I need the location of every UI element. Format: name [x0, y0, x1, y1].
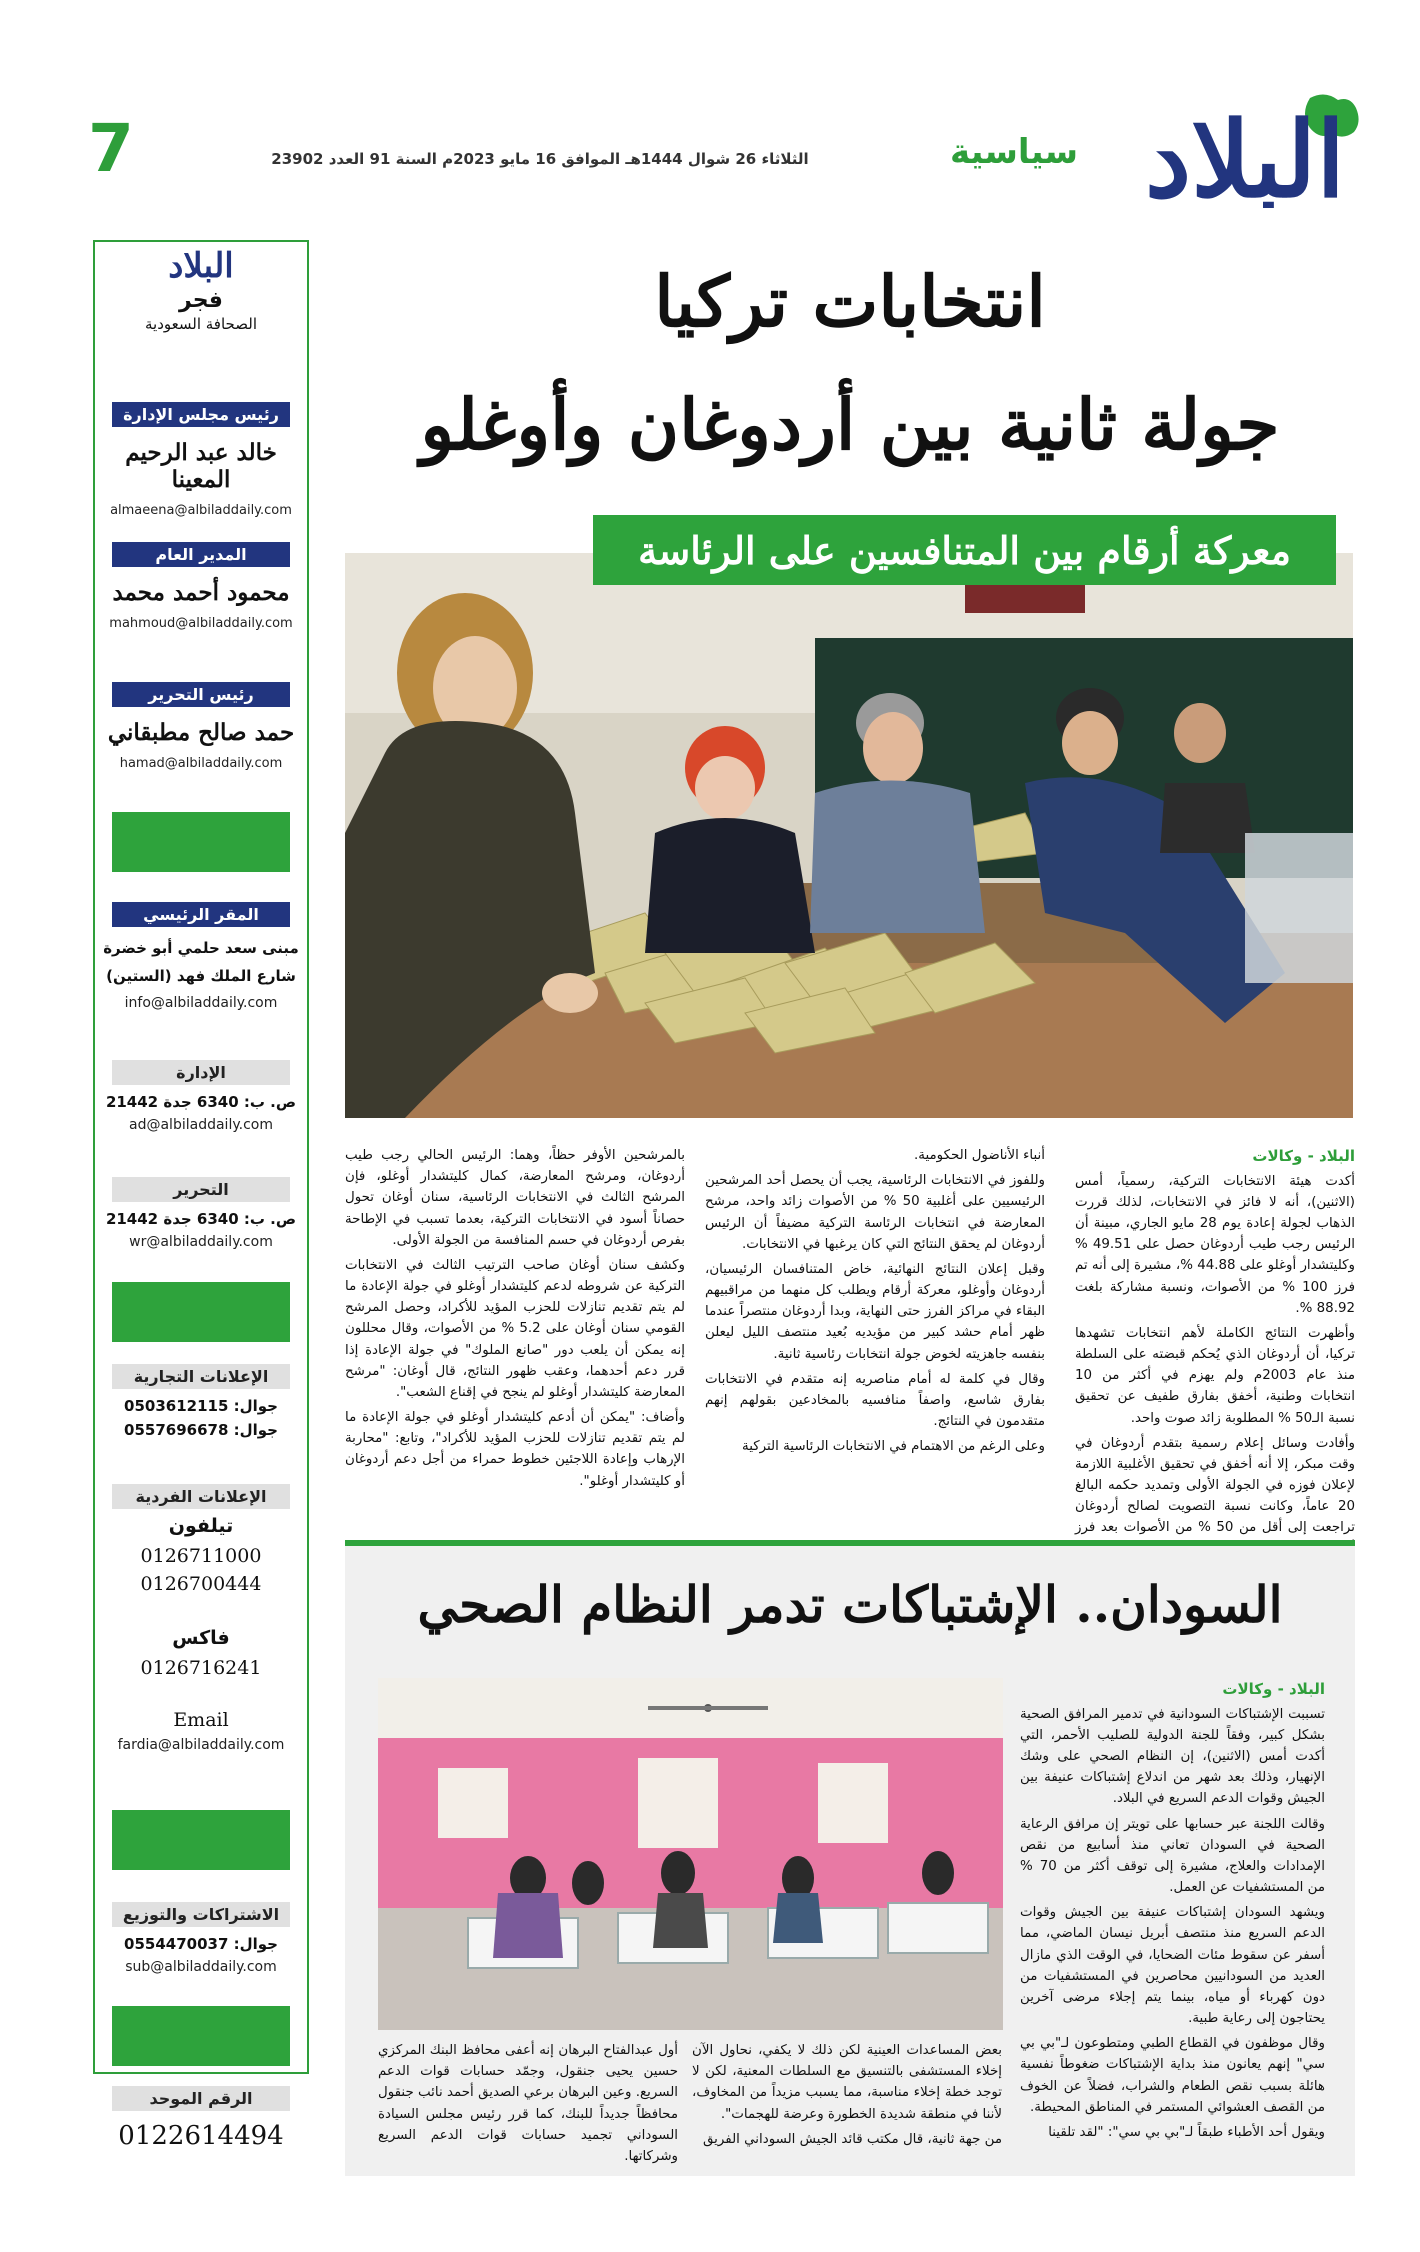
gm-title: المدير العام [112, 542, 290, 567]
green-ad-3 [95, 1810, 307, 1870]
election-count-photo [345, 553, 1353, 1118]
commercial-ads-block [95, 1364, 307, 1439]
editor-block [95, 682, 307, 771]
individual-title: الإعلانات الفردية [112, 1484, 290, 1509]
editor-title: رئيس التحرير [112, 682, 290, 707]
page-number: 7 [88, 110, 134, 187]
dateline: الثلاثاء 26 شوال 1444هـ الموافق 16 مايو 2023م السنة 91 العدد 23902 [271, 150, 809, 168]
editor-name: حمد صالح مطبقاني [107, 719, 295, 746]
hq-block [95, 902, 307, 1011]
editorial-block [95, 1177, 307, 1250]
sidebar-tagline-2: الصحافة السعودية [145, 315, 257, 333]
article2-column-2 [692, 2040, 1002, 2154]
article1-col2-p2: وللفوز في الانتخابات الرئاسية، يجب أن يحصل أحد المرشحين الرئيسيين على أغلبية 50 % من الأصوات زائد واحد، مرشح المعارضة في انتخابات الرئاسة التركية مضيفاً أن الرئيس أردوغان لم يحقق النتائج التي كان يرغبها في الانتخابات. [705, 1173, 1045, 1252]
gm-block [95, 542, 307, 631]
article2-col2-p2: من جهة ثانية، قال مكتب قائد الجيش السوداني الفريق [703, 2131, 1002, 2147]
chairman-email: almaeena@albiladdaily.com [110, 503, 292, 518]
article2-col2-p1: بعض المساعدات العينية لكن ذلك لا يكفي، نحاول الآن إخلاء المستشفى بالتنسيق مع السلطات المعنية، لكن لا توجد خطة إخلاء مناسبة، مما يسبب مزيداً من المخاوف، لأننا في منطقة شديدة الخطورة وعرضة للهجمات". [692, 2043, 1002, 2122]
sidebar [93, 240, 309, 2074]
article1-col2-p5: وعلى الرغم من الاهتمام في الانتخابات الرئاسية التركية [742, 1439, 1045, 1455]
article1-col1-p3: وأفادت وسائل إعلام رسمية بتقدم أردوغان في وقت مبكر، إلا أنه أخفق في تحقيق الأغلبية اللازمة لإعلان فوزه في الجولة الأولى وتمديد حكمه البالغ 20 عاماً، وكانت نسبة التصويت لصالح أردوغان تراجعت إلى أقل من 50 % من الأصوات بعد فرز [1075, 1435, 1355, 1536]
hq-email: info@albiladdaily.com [124, 995, 278, 1011]
fax-number: 0126716241 [140, 1657, 262, 1679]
green-ad-2 [95, 1282, 307, 1342]
fax-label: فاكس [172, 1627, 230, 1649]
unified-title: الرقم الموحد [112, 2086, 290, 2111]
article2-column-1 [1020, 1678, 1325, 2147]
article2-col1-p2: وقالت اللجنة عبر حسابها على تويتر إن مرافق الرعاية الصحية في السودان تعاني منذ أسابيع من نقص الإمدادات والعلاج، مشيرة إلى توقف أكثر من 70 % من المستشفيات عن العمل. [1020, 1816, 1325, 1896]
article2-col1-p3: ويشهد السودان إشتباكات عنيفة بين الجيش وقوات الدعم السريع منذ منتصف أبريل نيسان الماضي، مما أسفر عن سقوط مئات الضحايا، في الوقت الذي مازال العديد من السودانيين محاصرين في المستشفيات من دون كهرباء أو مياه، بينما يتم إجلاء مرضى آخرين يحتاجون إلى رعاية طبية. [1020, 1905, 1325, 2027]
individual-email: fardia@albiladdaily.com [117, 1737, 285, 1753]
editorial-email: wr@albiladdaily.com [129, 1234, 273, 1250]
article1-col2-p3: وقبل إعلان النتائج النهائية، خاض المتنافسان الرئيسيان، أردوغان وأوغلو، معركة أرقام ويطلب كل منهما من مراقبيهم البقاء في مراكز الفرز حتى النهاية، وبدا أردوغان منتصراً عندما ظهر أمام حشد كبير من مؤيديه بُعيد منتصف الليل ليعلن بنفسه جاهزيته لخوض جولة انتخابات رئاسية ثانية. [705, 1261, 1045, 1362]
subscriptions-phone: جوال: 0554470037 [124, 1935, 278, 1953]
email-label: Email [173, 1709, 229, 1731]
sidebar-brand [95, 246, 307, 333]
article1-col1-p2: وأظهرت النتائج الكاملة لأهم انتخابات تشهدها تركيا، أن أردوغان الذي يُحكم قبضته على السلطة منذ عام 2003م ولم يهزم في أكثر من 10 انتخابات وطنية، أخفق بفارق طفيف عن تحقيق نسبة الـ50 % المطلوبة زائد صوت واحد. [1075, 1325, 1355, 1426]
article2-col3-p1: أول عبدالفتاح البرهان إنه أعفى محافظ البنك المركزي حسين يحيى جنقول، وجمّد حسابات قوات الدعم السريع. وعين البرهان برعي الصديق أحمد نائب جنقول محافظاً جديداً للبنك، كما قرر رئيس مجلس السيادة السوداني تجميد حسابات قوات الدعم السريع وشركاتها. [378, 2043, 678, 2164]
hospital-ward-photo [378, 1678, 1003, 2030]
green-ad-1 [95, 812, 307, 872]
article1-col2-p1: أنباء الأناضول الحكومية. [914, 1148, 1045, 1163]
editorial-title: التحرير [112, 1177, 290, 1202]
article1-headline-line2: جولة ثانية بين أردوغان وأوغلو [420, 383, 1280, 466]
chairman-title: رئيس مجلس الإدارة [112, 402, 290, 427]
article1-headline-line1: انتخابات تركيا [654, 260, 1046, 343]
unified-number-block [93, 2086, 309, 2151]
article2-byline: البلاد - وكالات [1222, 1680, 1325, 1698]
unified-number: 0122614494 [118, 2121, 284, 2151]
article1-col3-p2: وكشف سنان أوغان صاحب الترتيب الثالث في الانتخابات التركية عن شروطه لدعم كليتشدار أوغلو في جولة الإعادة ما لم يتم تقديم تنازلات للحزب المؤيد للأكراد، وحصل المرشح القومي سنان أوغان على 5.2 % من الأصوات، وقال محللون إنه يمكن أن يلعب دور "صانع الملوك" في جولة الإعادة إذا قرر دعم أحدهما، وعقب ظهور النتائج، قال أوغان: "مرشح المعارضة كليتشدار أوغلو لم ينجح في إقناع الشعب". [345, 1257, 685, 1400]
article2-headline: السودان.. الإشتباكات تدمر النظام الصحي [417, 1575, 1283, 1634]
individual-phone1: 0126711000 [140, 1545, 262, 1567]
article1-col3-p1: بالمرشحين الأوفر حظاً، وهما: الرئيس الحالي رجب طيب أردوغان، ومرشح المعارضة، كمال كليتشدار أوغلو، فإن المرشح الثالث في الانتخابات الرئاسية، سنان أوغان تحول حصاناً أسود في الانتخابات التركية، بعدما تسبب في الإطاحة بفرص أردوغان في حسم المنافسة من الجولة الأولى. [345, 1148, 685, 1248]
editorial-line: ص. ب: 6340 جدة 21442 [105, 1210, 297, 1228]
article1-column-1 [1075, 1145, 1355, 1564]
hq-title: المقر الرئيسي [112, 902, 290, 927]
masthead [0, 0, 1420, 208]
article2-col1-p5: ويقول أحد الأطباء طبقاً لـ"بي بي سي": "لقد تلقينا [1048, 2124, 1325, 2140]
admin-title: الإدارة [112, 1060, 290, 1085]
individual-phone-label: تيلفون [168, 1515, 234, 1537]
admin-block [95, 1060, 307, 1133]
logo-text: البلاد [1144, 98, 1346, 208]
chairman-block [95, 402, 307, 518]
article1-col1-p1: أكدت هيئة الانتخابات التركية، رسمياً، أمس (الاثنين)، أنه لا فائز في الانتخابات، لذلك قررت الذهاب لجولة إعادة يوم 28 مايو الجاري، مبينة أن الرئيس رجب طيب أردوغان حصل على 49.51 % وكليتشدار أوغلو على 44.88 %، مشيرة إلى أنه تم فرز 100 % من الأصوات، ونسبة مشاركة بلغت 88.92 %. [1075, 1173, 1355, 1316]
article1-column-3 [345, 1145, 685, 1496]
chairman-name: خالد عبد الرحيم المعينا [125, 439, 277, 493]
section-label: سياسية [950, 132, 1079, 172]
article2-column-3 [378, 2040, 678, 2171]
individual-phone2: 0126700444 [140, 1573, 262, 1595]
gm-name: محمود أحمد محمد [112, 579, 290, 606]
green-ad-4 [95, 2006, 307, 2066]
sidebar-logo: البلاد [168, 246, 234, 286]
admin-email: ad@albiladdaily.com [129, 1117, 273, 1133]
commercial-phone1: جوال: 0503612115 [124, 1397, 278, 1415]
article1-col2-p4: وقال في كلمة له أمام مناصريه إنه متقدم في الانتخابات بفارق شاسع، واصفاً منافسيه بالمخادعين بقولهم إنهم متقدمون في النتائج. [705, 1371, 1045, 1430]
sidebar-tagline-1: فجر [179, 288, 223, 313]
subscriptions-title: الاشتراكات والتوزيع [112, 1902, 290, 1927]
individual-ads-block [95, 1484, 307, 1753]
subscriptions-email: sub@albiladdaily.com [125, 1959, 277, 1975]
article1-banner: معركة أرقام بين المتنافسين على الرئاسة [593, 515, 1336, 585]
newspaper-logo [1110, 88, 1380, 208]
hq-line1: مبنى سعد حلمي أبو خضرة [103, 939, 299, 957]
gm-email: mahmoud@albiladdaily.com [109, 616, 293, 631]
commercial-title: الإعلانات التجارية [112, 1364, 290, 1389]
hq-line2: شارع الملك فهد (الستين) [106, 967, 296, 985]
article2-col1-p1: تسببت الإشتباكات السودانية في تدمير المرافق الصحية بشكل كبير، وفقاً للجنة الدولية للصليب الأحمر، التي أكدت أمس (الاثنين)، إن النظام الصحي على وشك الإنهيار، وذلك بعد شهر من اندلاع إشتباكات عنيفة بين الجيش وقوات الدعم السريع في البلاد. [1020, 1706, 1325, 1807]
commercial-phone2: جوال: 0557696678 [124, 1421, 278, 1439]
article1-column-2 [705, 1145, 1045, 1461]
article1-byline: البلاد - وكالات [1252, 1147, 1355, 1165]
admin-line: ص. ب: 6340 جدة 21442 [105, 1093, 297, 1111]
subscriptions-block [95, 1902, 307, 1975]
article2-col1-p4: وقال موظفون في القطاع الطبي ومتطوعون لـ"بي بي سي" إنهم يعانون منذ بداية الإشتباكات ضغوطاً نفسية هائلة بسبب نقص الطعام والشراب، فضلاً عن الخوف من القصف العشوائي المستمر في المناطق المحيطة. [1020, 2036, 1325, 2115]
article1-col3-p3: وأضاف: "يمكن أن أدعم كليتشدار أوغلو في جولة الإعادة ما لم يتم تقديم تنازلات للحزب المؤيد للأكراد"، وتابع: "محاربة الإرهاب وإعادة اللاجئين خطوط حمراء من أجل دعم أردوغان أو كليتشدار أوغلو". [345, 1410, 685, 1489]
editor-email: hamad@albiladdaily.com [119, 756, 283, 771]
